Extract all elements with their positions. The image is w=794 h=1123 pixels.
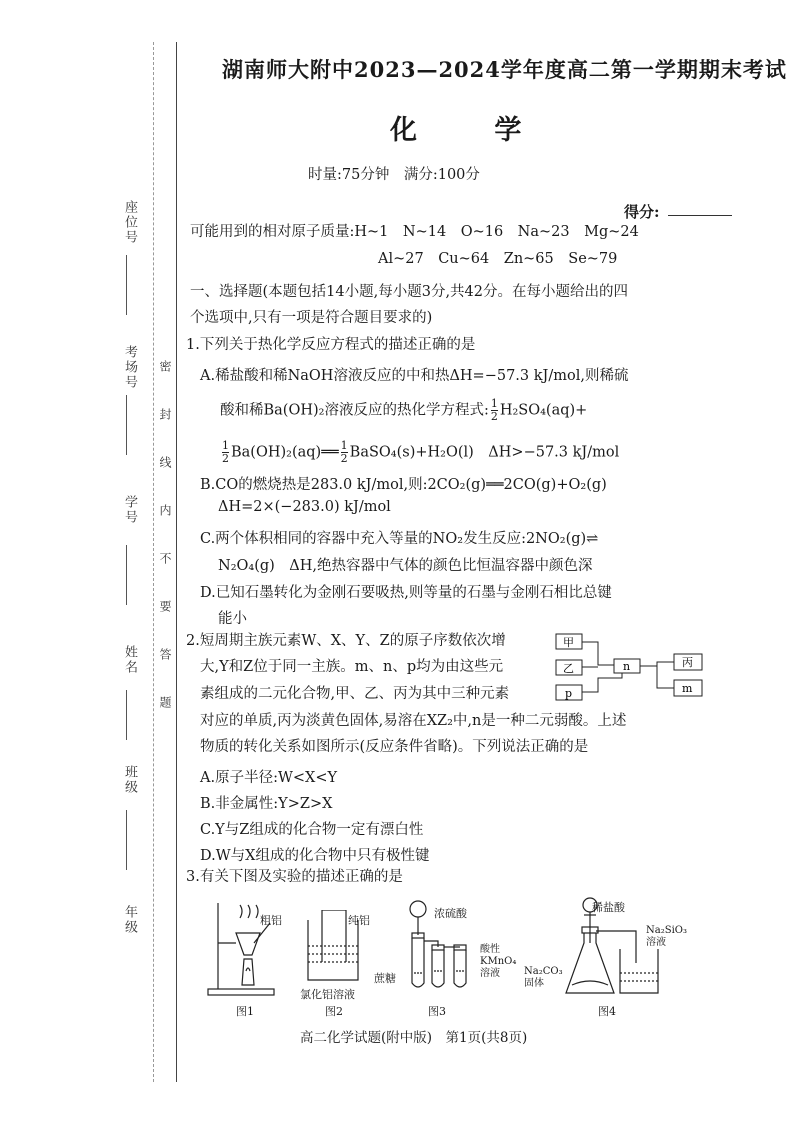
figure-4-caption: 图4 [598,1005,616,1018]
q2-stem-line5: 物质的转化关系如图所示(反应条件省略)。下列说法正确的是 [200,739,589,755]
q3-stem: 3.有关下图及实验的描述正确的是 [186,869,403,885]
q1-a-line2-pre: 酸和稀Ba(OH)₂溶液反应的热化学方程式: [220,402,489,419]
q1-option-c-line1: C.两个体积相同的容器中充入等量的NO₂发生反应:2NO₂(g)⇌ [200,531,599,547]
svg-text:甲: 甲 [563,636,574,649]
q1-option-c-line2: N₂O₄(g) ΔH,绝热容器中气体的颜色比恒温容器中颜色深 [218,558,593,574]
q2-option-b: B.非金属性:Y>Z>X [200,796,333,812]
q2-stem-line3: 素组成的二元化合物,甲、乙、丙为其中三种元素 [200,686,510,702]
binding-line [176,42,177,1082]
svg-text:n: n [623,660,631,673]
name-label: 姓名 [122,645,137,675]
atomic-mass-line1: 可能用到的相对原子质量:H~1 N~14 O~16 Na~23 Mg~24 [190,224,639,240]
na2sio3-label: Na₂SiO₃ 溶液 [646,925,687,948]
kmno4-label: 酸性 KMnO₄ 溶液 [480,944,517,979]
exam-title: 湖南师大附中2023—2024学年度高二第一学期期末考试 [222,57,787,82]
q1-option-a-line2 [220,398,587,423]
svg-text:m: m [682,682,693,695]
q2-option-c: C.Y与Z组成的化合物一定有漂白性 [200,822,424,838]
alcl3-solution-label: 氯化铝溶液 [300,988,355,1001]
q1-a-line3-post: BaSO₄(s)+H₂O(l) ΔH>−57.3 kJ/mol [349,444,620,461]
atomic-mass-line2: Al~27 Cu~64 Zn~65 Se~79 [378,251,618,267]
q1-option-a-line3 [220,440,619,465]
figure-2-caption: 图2 [325,1005,343,1018]
grade-label: 年级 [122,905,137,935]
section1-intro-line1: 一、选择题(本题包括14小题,每小题3分,共42分。在每小题给出的四 [190,284,628,300]
q1-a-line2-post: H₂SO₄(aq)+ [499,402,588,419]
q1-option-b-line1: B.CO的燃烧热是283.0 kJ/mol,则:2CO₂(g)══2CO(g)+O₂(g) [200,477,607,493]
time-info: 时量:75分钟 满分:100分 [308,167,480,183]
q2-option-d: D.W与X组成的化合物中只有极性键 [200,848,430,864]
binding-warning: 密 封 线 内 不 要 答 题 [158,360,172,720]
section1-intro-line2: 个选项中,只有一项是符合题目要求的) [190,310,433,326]
conc-acid-label: 浓硫酸 [434,907,467,920]
q1-a-line3-mid: Ba(OH)₂(aq)══ [231,444,339,461]
q2-stem-line4: 对应的单质,丙为淡黄色固体,易溶在XZ₂中,n是一种二元弱酸。上述 [200,713,627,729]
pure-al-label: 纯铝 [348,914,370,927]
score-label: 得分: [624,203,660,221]
binding-dash-line [153,42,154,1082]
exam-room-fill-line [126,395,127,455]
seat-label: 座位号 [122,200,137,245]
score-blank [668,215,732,216]
student-id-label: 学号 [122,495,137,525]
q1-stem: 1.下列关于热化学反应方程式的描述正确的是 [186,337,476,353]
figure-3-caption: 图3 [428,1005,446,1018]
exam-room-label: 考场号 [122,345,137,390]
q1-option-d-line2: 能小 [218,611,247,627]
q2-transformation-diagram [552,632,712,708]
q2-option-a: A.原子半径:W<X<Y [200,770,338,786]
figure-1-caption: 图1 [236,1005,254,1018]
na2co3-label: Na₂CO₃ 固体 [524,966,563,989]
figure-1-apparatus [200,893,278,1001]
q1-option-d-line1: D.已知石墨转化为金刚石要吸热,则等量的石墨与金刚石相比总键 [200,585,612,601]
fraction-half: $\frac{1}{2}$ [340,439,348,465]
crude-al-label: 粗铝 [260,914,282,927]
svg-text:p: p [565,687,573,700]
class-label: 班级 [122,765,137,795]
q1-option-a-line1: A.稀盐酸和稀NaOH溶液反应的中和热ΔH=−57.3 kJ/mol,则稀硫 [200,368,629,384]
fraction-half: $\frac{1}{2}$ [490,397,498,423]
svg-text:丙: 丙 [682,656,693,669]
sucrose-label: 蔗糖 [374,972,396,985]
class-fill-line [126,810,127,870]
fraction-half: $\frac{1}{2}$ [222,439,229,465]
dilute-hcl-label: 稀盐酸 [592,901,625,914]
q2-stem-line2: 大,Y和Z位于同一主族。m、n、p均为由这些元 [200,659,504,675]
svg-text:乙: 乙 [563,662,574,675]
page-footer: 高二化学试题(附中版) 第1页(共8页) [300,1030,528,1046]
student-id-fill-line [126,545,127,605]
seat-fill-line [126,255,127,315]
name-fill-line [126,690,127,740]
q1-option-b-line2: ΔH=2×(−283.0) kJ/mol [218,499,391,515]
subject-title: 化 学 [390,115,556,146]
q2-stem-line1: 2.短周期主族元素W、X、Y、Z的原子序数依次增 [186,633,506,649]
